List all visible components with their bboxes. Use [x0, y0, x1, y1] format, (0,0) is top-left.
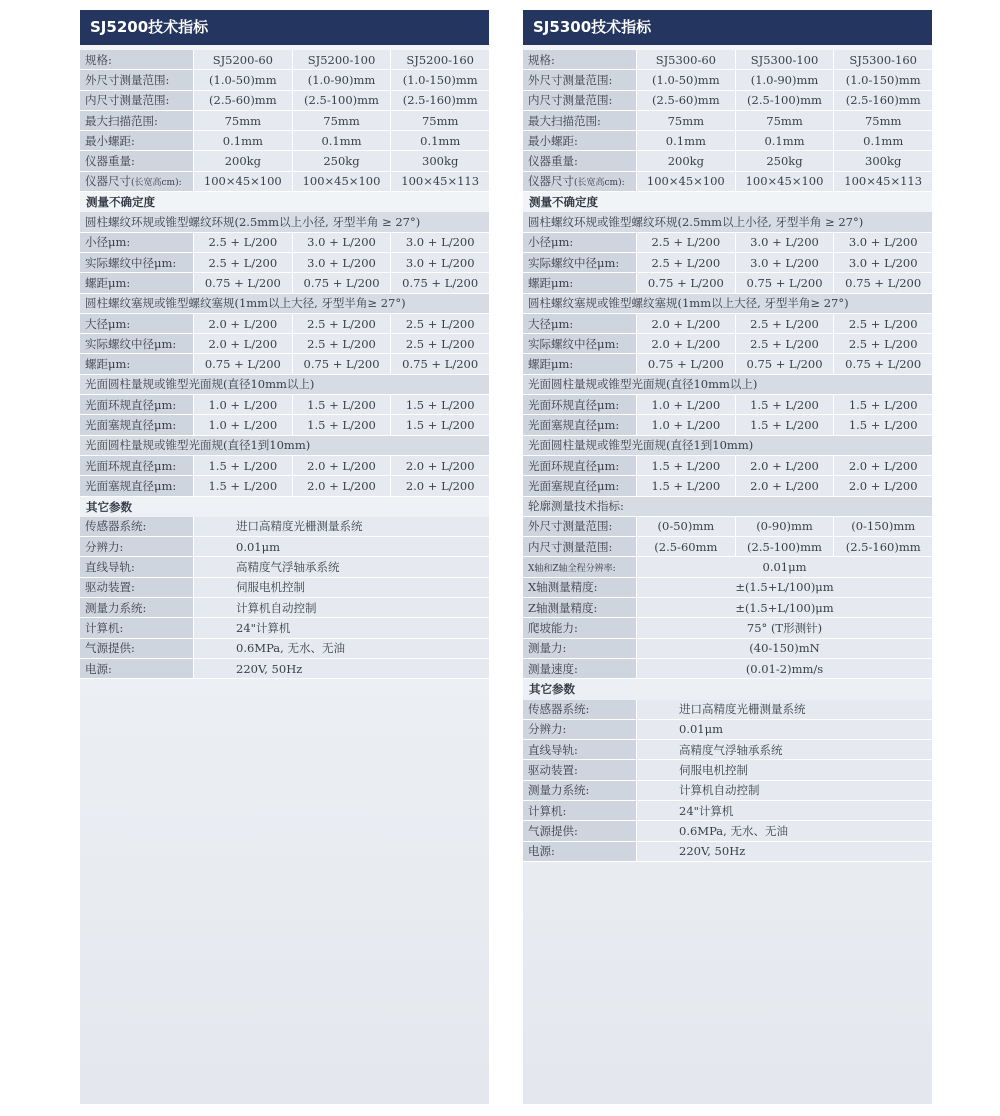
table-row — [80, 456, 489, 476]
row-value: 0.75 + L/200 — [293, 273, 392, 292]
panel-body — [523, 45, 932, 862]
table-row — [523, 415, 932, 435]
row-label: 外尺寸测量范围: — [80, 70, 194, 89]
row-value: 0.6MPa, 无水、无油 — [194, 639, 489, 658]
size-label: 仪器尺寸 — [85, 174, 131, 189]
row-label: 规格: — [523, 50, 637, 69]
row-label: Z轴测量精度: — [523, 598, 637, 617]
row-value: 1.0 + L/200 — [637, 415, 736, 434]
row-value: 2.5 + L/200 — [736, 334, 835, 353]
row-value: 2.5 + L/200 — [637, 253, 736, 272]
row-label: 测量速度: — [523, 659, 637, 678]
panel-body — [80, 45, 489, 679]
row-value: (1.0-90)mm — [736, 70, 835, 89]
row-value: 2.5 + L/200 — [391, 334, 489, 353]
table-row — [523, 395, 932, 415]
row-value: (0.01-2)mm/s — [637, 659, 932, 678]
row-value: 1.5 + L/200 — [736, 395, 835, 414]
table-row — [80, 517, 489, 537]
row-value: 1.5 + L/200 — [194, 476, 293, 495]
table-row — [80, 578, 489, 598]
table-row — [523, 537, 932, 557]
row-value: 75mm — [391, 111, 489, 130]
row-value: 75mm — [834, 111, 932, 130]
row-value: 75mm — [194, 111, 293, 130]
row-label: 光面环规直径μm: — [523, 395, 637, 414]
row-label: X轴和Z轴全程分辨率: — [523, 557, 637, 576]
row-label: 光面塞规直径μm: — [80, 415, 194, 434]
row-value: 2.0 + L/200 — [293, 456, 392, 475]
row-value: 0.75 + L/200 — [637, 273, 736, 292]
row-value: 2.0 + L/200 — [391, 476, 489, 495]
section-heading: 其它参数 — [529, 682, 575, 697]
row-label: 分辨力: — [523, 720, 637, 739]
table-row — [523, 557, 932, 577]
row-value: 2.5 + L/200 — [637, 233, 736, 252]
table-row — [523, 659, 932, 679]
row-value: 3.0 + L/200 — [391, 253, 489, 272]
row-value: 0.01μm — [194, 537, 489, 556]
row-value: 2.5 + L/200 — [293, 334, 392, 353]
row-label: 螺距μm: — [80, 354, 194, 373]
row-label: 小径μm: — [523, 233, 637, 252]
table-row — [80, 314, 489, 334]
row-value: 100×45×100 — [194, 172, 293, 191]
row-value: 3.0 + L/200 — [736, 233, 835, 252]
row-value: 0.1mm — [194, 131, 293, 150]
table-row — [523, 578, 932, 598]
row-value: (40-150)mN — [637, 639, 932, 658]
row-value: 24"计算机 — [194, 618, 489, 637]
row-value: 0.75 + L/200 — [834, 273, 932, 292]
panel-title: SJ5200技术指标 — [80, 10, 489, 45]
row-value: 2.5 + L/200 — [194, 233, 293, 252]
row-value: 3.0 + L/200 — [293, 233, 392, 252]
group-title: 圆柱螺纹塞规或锥型螺纹塞规(1mm以上大径, 牙型半角≥ 27°) — [523, 294, 932, 314]
row-value: 75mm — [736, 111, 835, 130]
row-label: 光面环规直径μm: — [80, 456, 194, 475]
group-title: 光面圆柱量规或锥型光面规(直径1到10mm) — [523, 436, 932, 456]
row-label: 仪器重量: — [523, 151, 637, 170]
row-value: 2.5 + L/200 — [391, 314, 489, 333]
table-row — [523, 760, 932, 780]
section-heading: 其它参数 — [86, 499, 132, 514]
row-value: (2.5-60mm — [637, 537, 736, 556]
table-row — [80, 334, 489, 354]
row-value: 2.0 + L/200 — [736, 476, 835, 495]
row-value: 2.5 + L/200 — [194, 253, 293, 272]
row-label: 螺距μm: — [523, 273, 637, 292]
row-label: 外尺寸测量范围: — [523, 517, 637, 536]
table-row — [523, 172, 932, 192]
row-value: 0.75 + L/200 — [637, 354, 736, 373]
group-title: 圆柱螺纹环规或锥型螺纹环规(2.5mm以上小径, 牙型半角 ≥ 27°) — [80, 212, 489, 232]
row-value: (2.5-160)mm — [834, 91, 932, 110]
profile-heading: 轮廓测量技术指标: — [523, 497, 932, 517]
table-row — [523, 618, 932, 638]
sj5200-spec-panel — [80, 10, 489, 1104]
table-row — [523, 720, 932, 740]
table-row — [523, 91, 932, 111]
row-value: 3.0 + L/200 — [293, 253, 392, 272]
row-value: 0.75 + L/200 — [736, 273, 835, 292]
table-row — [80, 131, 489, 151]
row-value: 1.5 + L/200 — [194, 456, 293, 475]
row-label: 爬坡能力: — [523, 618, 637, 637]
row-label: 光面环规直径μm: — [523, 456, 637, 475]
row-value: 0.75 + L/200 — [736, 354, 835, 373]
table-row — [523, 821, 932, 841]
row-value: 0.01μm — [637, 720, 932, 739]
table-row — [523, 842, 932, 862]
table-row — [523, 781, 932, 801]
row-value: (1.0-50)mm — [194, 70, 293, 89]
section-heading: 测量不确定度 — [529, 195, 598, 210]
table-row — [80, 537, 489, 557]
row-label: 测量力: — [523, 639, 637, 658]
table-row — [80, 639, 489, 659]
row-value: 1.5 + L/200 — [391, 395, 489, 414]
table-row — [523, 517, 932, 537]
row-value: 200kg — [637, 151, 736, 170]
row-label: 螺距μm: — [80, 273, 194, 292]
section-heading: 测量不确定度 — [86, 195, 155, 210]
row-value: (2.5-100)mm — [736, 91, 835, 110]
row-label: 驱动装置: — [80, 578, 194, 597]
row-label: 电源: — [80, 659, 194, 678]
table-row — [80, 151, 489, 171]
row-value: (1.0-90)mm — [293, 70, 392, 89]
row-label: 驱动装置: — [523, 760, 637, 779]
row-value: 300kg — [834, 151, 932, 170]
row-value: 0.1mm — [391, 131, 489, 150]
row-value: 100×45×100 — [736, 172, 835, 191]
row-label: 实际螺纹中径μm: — [523, 253, 637, 272]
row-label: 规格: — [80, 50, 194, 69]
row-value: 250kg — [293, 151, 392, 170]
row-value: 1.5 + L/200 — [293, 395, 392, 414]
row-value: 24"计算机 — [637, 801, 932, 820]
table-row — [80, 273, 489, 293]
table-row — [80, 557, 489, 577]
row-value: 1.5 + L/200 — [834, 395, 932, 414]
table-row — [80, 618, 489, 638]
size-label-unit: (长宽高cm): — [574, 177, 625, 188]
table-row — [523, 314, 932, 334]
row-value: 2.0 + L/200 — [194, 334, 293, 353]
row-label: 内尺寸测量范围: — [523, 91, 637, 110]
row-value: 200kg — [194, 151, 293, 170]
row-value: (0-50)mm — [637, 517, 736, 536]
row-label: 直线导轨: — [80, 557, 194, 576]
row-value: 100×45×100 — [293, 172, 392, 191]
row-value: 进口高精度光栅测量系统 — [637, 700, 932, 719]
table-row — [80, 354, 489, 374]
table-row — [523, 354, 932, 374]
row-value: SJ5200-160 — [391, 50, 489, 69]
row-value: (2.5-100)mm — [293, 91, 392, 110]
table-row — [80, 172, 489, 192]
row-value: 1.5 + L/200 — [637, 476, 736, 495]
table-row — [523, 639, 932, 659]
row-value: (1.0-50)mm — [637, 70, 736, 89]
row-value: ±(1.5+L/100)μm — [637, 578, 932, 597]
row-value: 0.75 + L/200 — [391, 354, 489, 373]
sj5300-spec-panel — [523, 10, 932, 1104]
row-label: 大径μm: — [80, 314, 194, 333]
row-value: (2.5-60)mm — [194, 91, 293, 110]
group-title: 圆柱螺纹塞规或锥型螺纹塞规(1mm以上大径, 牙型半角≥ 27°) — [80, 294, 489, 314]
row-value: 计算机自动控制 — [637, 781, 932, 800]
row-label: 内尺寸测量范围: — [523, 537, 637, 556]
row-value: 300kg — [391, 151, 489, 170]
table-row — [523, 131, 932, 151]
panel-title: SJ5300技术指标 — [523, 10, 932, 45]
row-value: 1.5 + L/200 — [637, 456, 736, 475]
table-row — [523, 740, 932, 760]
row-value: (1.0-150)mm — [391, 70, 489, 89]
row-value: 2.0 + L/200 — [834, 456, 932, 475]
row-label: 测量力系统: — [80, 598, 194, 617]
row-label — [523, 172, 637, 191]
row-value: 进口高精度光栅测量系统 — [194, 517, 489, 536]
row-value: 2.5 + L/200 — [834, 334, 932, 353]
group-title: 圆柱螺纹环规或锥型螺纹环规(2.5mm以上小径, 牙型半角 ≥ 27°) — [523, 212, 932, 232]
row-value: 2.0 + L/200 — [637, 314, 736, 333]
row-label: 实际螺纹中径μm: — [523, 334, 637, 353]
row-label: 传感器系统: — [523, 700, 637, 719]
row-value: 3.0 + L/200 — [736, 253, 835, 272]
row-label: 光面塞规直径μm: — [523, 415, 637, 434]
group-title: 光面圆柱量规或锥型光面规(直径10mm以上) — [523, 375, 932, 395]
row-label: 电源: — [523, 842, 637, 861]
row-label: 最大扫描范围: — [523, 111, 637, 130]
table-row — [523, 151, 932, 171]
row-value: 1.5 + L/200 — [293, 415, 392, 434]
row-label: X轴测量精度: — [523, 578, 637, 597]
row-label: 直线导轨: — [523, 740, 637, 759]
row-value: 75mm — [293, 111, 392, 130]
group-title: 光面圆柱量规或锥型光面规(直径1到10mm) — [80, 436, 489, 456]
row-value: 2.0 + L/200 — [194, 314, 293, 333]
row-value: 0.6MPa, 无水、无油 — [637, 821, 932, 840]
row-label: 测量力系统: — [523, 781, 637, 800]
row-value: 3.0 + L/200 — [834, 233, 932, 252]
row-value: SJ5200-60 — [194, 50, 293, 69]
row-label: 光面环规直径μm: — [80, 395, 194, 414]
row-value: 3.0 + L/200 — [391, 233, 489, 252]
table-row — [523, 50, 932, 70]
row-label: 最大扫描范围: — [80, 111, 194, 130]
row-value: 3.0 + L/200 — [834, 253, 932, 272]
row-value: 计算机自动控制 — [194, 598, 489, 617]
row-value: (2.5-160)mm — [391, 91, 489, 110]
row-value: 0.75 + L/200 — [194, 273, 293, 292]
table-row — [80, 415, 489, 435]
row-value: 75° (T形测针) — [637, 618, 932, 637]
row-value: 高精度气浮轴承系统 — [637, 740, 932, 759]
row-label: 传感器系统: — [80, 517, 194, 536]
table-row — [80, 659, 489, 679]
row-value: 0.75 + L/200 — [293, 354, 392, 373]
table-row — [523, 456, 932, 476]
table-row — [80, 233, 489, 253]
row-label: 内尺寸测量范围: — [80, 91, 194, 110]
row-label: 大径μm: — [523, 314, 637, 333]
row-value: 1.0 + L/200 — [637, 395, 736, 414]
row-value: 75mm — [637, 111, 736, 130]
row-label: 气源提供: — [80, 639, 194, 658]
row-value: 0.75 + L/200 — [391, 273, 489, 292]
row-value: 2.5 + L/200 — [834, 314, 932, 333]
row-value: 伺服电机控制 — [637, 760, 932, 779]
row-value: 2.0 + L/200 — [834, 476, 932, 495]
row-value: (2.5-100)mm — [736, 537, 835, 556]
row-label: 光面塞规直径μm: — [80, 476, 194, 495]
table-row — [523, 801, 932, 821]
row-value: 2.0 + L/200 — [391, 456, 489, 475]
row-label: 最小螺距: — [80, 131, 194, 150]
row-value: 2.5 + L/200 — [736, 314, 835, 333]
table-row — [523, 273, 932, 293]
table-row — [523, 253, 932, 273]
table-row — [80, 253, 489, 273]
row-value: ±(1.5+L/100)μm — [637, 598, 932, 617]
row-value: 0.1mm — [637, 131, 736, 150]
table-row — [80, 91, 489, 111]
group-title: 光面圆柱量规或锥型光面规(直径10mm以上) — [80, 375, 489, 395]
row-value: 0.75 + L/200 — [834, 354, 932, 373]
row-value: 1.5 + L/200 — [736, 415, 835, 434]
row-value: SJ5300-60 — [637, 50, 736, 69]
row-value: 220V, 50Hz — [637, 842, 932, 861]
row-label: 实际螺纹中径μm: — [80, 253, 194, 272]
row-label: 小径μm: — [80, 233, 194, 252]
table-row — [80, 70, 489, 90]
row-value: 2.0 + L/200 — [293, 476, 392, 495]
row-value: 220V, 50Hz — [194, 659, 489, 678]
row-value: 伺服电机控制 — [194, 578, 489, 597]
table-row — [80, 111, 489, 131]
row-value: 0.1mm — [293, 131, 392, 150]
row-value: SJ5300-100 — [736, 50, 835, 69]
row-value: 0.75 + L/200 — [194, 354, 293, 373]
row-value: 高精度气浮轴承系统 — [194, 557, 489, 576]
row-value: 1.5 + L/200 — [391, 415, 489, 434]
row-label: 仪器重量: — [80, 151, 194, 170]
row-value: 0.1mm — [736, 131, 835, 150]
row-label: 光面塞规直径μm: — [523, 476, 637, 495]
row-value: (2.5-60)mm — [637, 91, 736, 110]
row-label: 分辨力: — [80, 537, 194, 556]
table-row — [80, 476, 489, 496]
row-label: 最小螺距: — [523, 131, 637, 150]
row-value: 100×45×100 — [637, 172, 736, 191]
table-row — [523, 111, 932, 131]
table-row — [80, 395, 489, 415]
row-value: 100×45×113 — [391, 172, 489, 191]
row-value: SJ5300-160 — [834, 50, 932, 69]
table-row — [523, 598, 932, 618]
row-label: 实际螺纹中径μm: — [80, 334, 194, 353]
table-row — [523, 233, 932, 253]
row-value: 2.0 + L/200 — [637, 334, 736, 353]
row-value: (2.5-160)mm — [834, 537, 932, 556]
row-value: 0.01μm — [637, 557, 932, 576]
row-value: 2.5 + L/200 — [293, 314, 392, 333]
row-value: (0-150)mm — [834, 517, 932, 536]
row-label: 外尺寸测量范围: — [523, 70, 637, 89]
table-row — [523, 476, 932, 496]
size-label-unit: (长宽高cm): — [131, 177, 182, 188]
row-value: SJ5200-100 — [293, 50, 392, 69]
size-label: 仪器尺寸 — [528, 174, 574, 189]
row-value: 250kg — [736, 151, 835, 170]
table-row — [80, 598, 489, 618]
row-value: 0.1mm — [834, 131, 932, 150]
table-row — [523, 334, 932, 354]
row-value: 1.0 + L/200 — [194, 415, 293, 434]
table-row — [523, 700, 932, 720]
row-label: 气源提供: — [523, 821, 637, 840]
row-label — [80, 172, 194, 191]
row-value: (1.0-150)mm — [834, 70, 932, 89]
row-label: 计算机: — [80, 618, 194, 637]
table-row — [523, 70, 932, 90]
row-label: 螺距μm: — [523, 354, 637, 373]
row-value: 2.0 + L/200 — [736, 456, 835, 475]
table-row — [80, 50, 489, 70]
row-value: 1.5 + L/200 — [834, 415, 932, 434]
row-value: 100×45×113 — [834, 172, 932, 191]
row-value: 1.0 + L/200 — [194, 395, 293, 414]
row-value: (0-90)mm — [736, 517, 835, 536]
row-label: 计算机: — [523, 801, 637, 820]
